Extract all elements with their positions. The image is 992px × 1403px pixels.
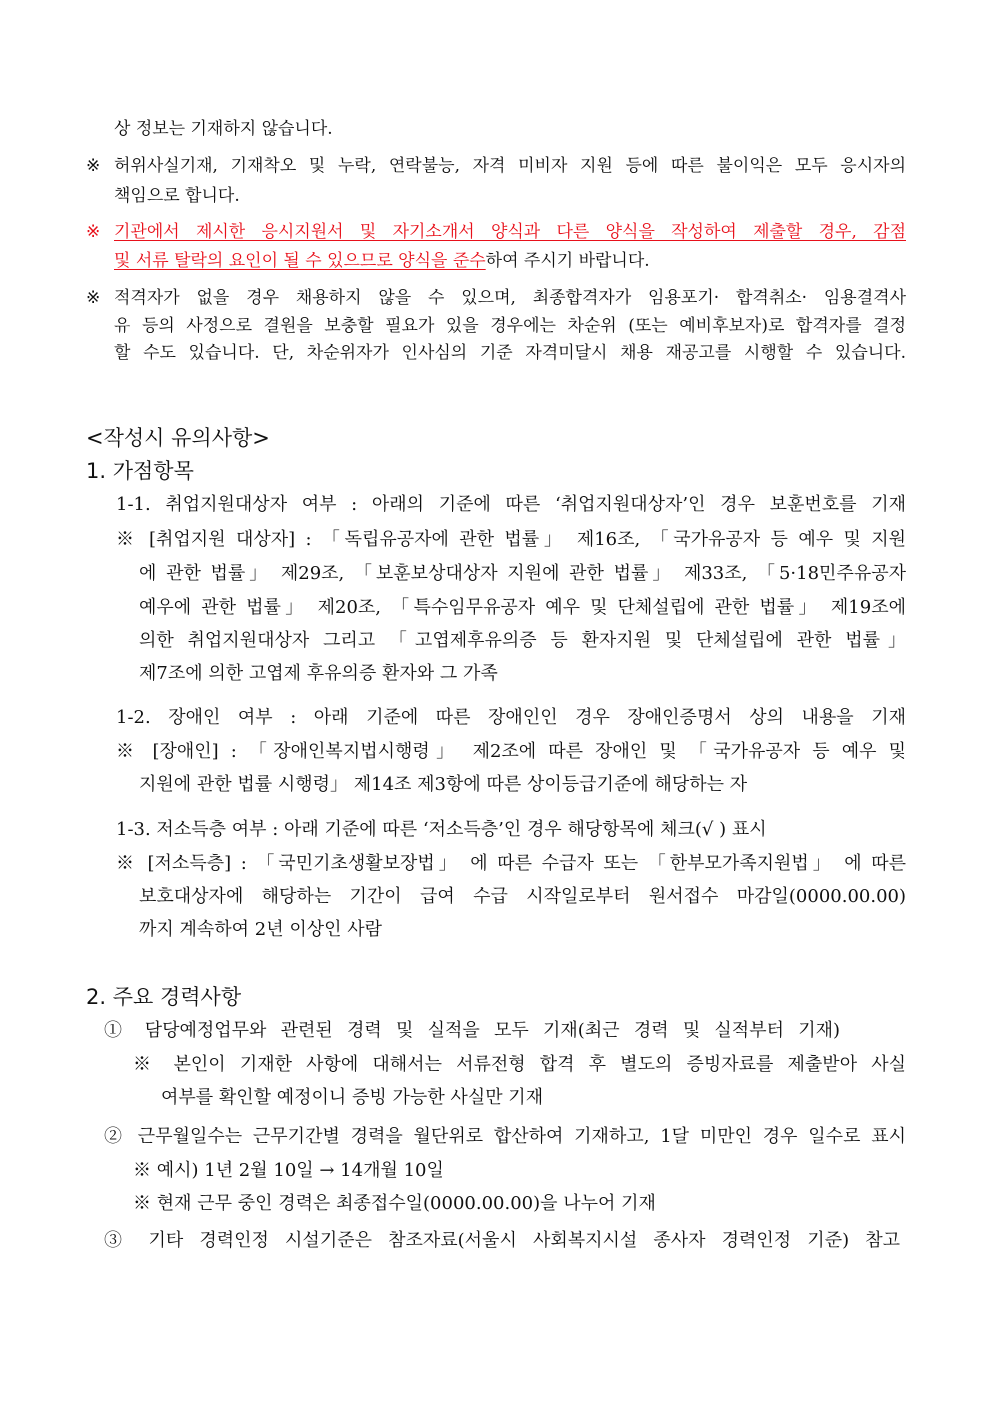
note2-line1-warning: 기관에서 제시한 응시지원서 및 자기소개서 양식과 다른 양식을 작성하여 제출할 경우, 감점 bbox=[114, 222, 906, 242]
sec1-item3-title: 1-3. 저소득층 여부 : 아래 기준에 따른 ‘저소득층’인 경우 해당항목에 체크(√ ) 표시 bbox=[116, 819, 767, 840]
sec2-point2: ② 근무월일수는 근무기간별 경력을 월단위로 합산하여 기재하고, 1달 미만인 경우 일수로 표시 bbox=[104, 1126, 906, 1147]
note2-line2-rest: 하여 주시기 바랍니다. bbox=[485, 251, 650, 271]
note-continuation: 상 정보는 기재하지 않습니다. bbox=[114, 119, 333, 139]
sec2-point3: ③ 기타 경력인정 시설기준은 참조자료(서울시 사회복지시설 종사자 경력인정 기준) 참고 bbox=[104, 1230, 900, 1251]
sec2-point2-note2: ※ 현재 근무 중인 경력은 최종접수일(0000.00.00)을 나누어 기재 bbox=[133, 1193, 656, 1214]
sec1-item2-line1: ※ [장애인] : 「장애인복지법시행령」 제2조에 따른 장애인 및 「국가유공자 등 예우 및 bbox=[116, 741, 906, 762]
reference-mark-red: ※ bbox=[86, 222, 101, 242]
note3-line1: 적격자가 없을 경우 채용하지 않을 수 있으며, 최종합격자가 임용포기· 합격취소· 임용결격사 bbox=[114, 288, 906, 308]
note2-line2-warning: 및 서류 탈락의 요인이 될 수 있으므로 양식을 준수 bbox=[114, 251, 486, 271]
note2-line2 bbox=[114, 250, 650, 272]
note1-line1: 허위사실기재, 기재착오 및 누락, 연락불능, 자격 미비자 지원 등에 따른 불이익은 모두 응시자의 bbox=[114, 156, 906, 176]
section-heading: <작성시 유의사항> bbox=[86, 426, 270, 450]
sec1-item1-title: 1-1. 취업지원대상자 여부 : 아래의 기준에 따른 ‘취업지원대상자’인 경우 보훈번호를 기재 bbox=[116, 494, 906, 515]
sec2-title: 2. 주요 경력사항 bbox=[86, 985, 242, 1009]
sec1-title: 1. 가점항목 bbox=[86, 459, 194, 483]
sec1-item1-line4: 의한 취업지원대상자 그리고 「고엽제후유의증 등 환자지원 및 단체설립에 관한 법률」 bbox=[139, 630, 906, 651]
sec1-item1-line5: 제7조에 의한 고엽제 후유의증 환자와 그 가족 bbox=[139, 663, 498, 684]
sec2-point1-note2: 여부를 확인할 예정이니 증빙 가능한 사실만 기재 bbox=[161, 1087, 544, 1108]
sec2-point1: ① 담당예정업무와 관련된 경력 및 실적을 모두 기재(최근 경력 및 실적부터 기재) bbox=[104, 1020, 840, 1041]
sec1-item3-line1: ※ [저소득층] : 「국민기초생활보장법」 에 따른 수급자 또는 「한부모가족지원법」 에 따른 bbox=[116, 853, 906, 874]
note3-line2: 유 등의 사정으로 결원을 보충할 필요가 있을 경우에는 차순위 (또는 예비후보자)로 합격자를 결정 bbox=[114, 316, 906, 336]
note1-line2: 책임으로 합니다. bbox=[114, 186, 240, 206]
reference-mark: ※ bbox=[86, 156, 101, 176]
sec2-point2-note1: ※ 예시) 1년 2월 10일 → 14개월 10일 bbox=[133, 1160, 444, 1181]
sec1-item1-line2: 에 관한 법률」 제29조, 「보훈보상대상자 지원에 관한 법률」 제33조, 「5·18민주유공자 bbox=[139, 563, 906, 584]
sec1-item3-line3: 까지 계속하여 2년 이상인 사람 bbox=[139, 919, 382, 940]
reference-mark: ※ bbox=[86, 288, 101, 308]
sec1-item2-line2: 지원에 관한 법률 시행령」 제14조 제3항에 따른 상이등급기준에 해당하는 자 bbox=[139, 774, 748, 795]
sec1-item3-line2: 보호대상자에 해당하는 기간이 급여 수급 시작일로부터 원서접수 마감일(0000.00.00) bbox=[139, 886, 906, 907]
sec1-item1-line1: ※ [취업지원 대상자] : 「독립유공자에 관한 법률」 제16조, 「국가유공자 등 예우 및 지원 bbox=[116, 529, 906, 550]
sec2-point1-note1: ※ 본인이 기재한 사항에 대해서는 서류전형 합격 후 별도의 증빙자료를 제출받아 사실 bbox=[133, 1054, 906, 1075]
sec1-item2-title: 1-2. 장애인 여부 : 아래 기준에 따른 장애인인 경우 장애인증명서 상의 내용을 기재 bbox=[116, 707, 906, 728]
note3-line3: 할 수도 있습니다. 단, 차순위자가 인사심의 기준 자격미달시 채용 재공고를 시행할 수 있습니다. bbox=[114, 343, 906, 363]
sec1-item1-line3: 예우에 관한 법률」 제20조, 「특수임무유공자 예우 및 단체설립에 관한 법률」 제19조에 bbox=[139, 597, 906, 618]
